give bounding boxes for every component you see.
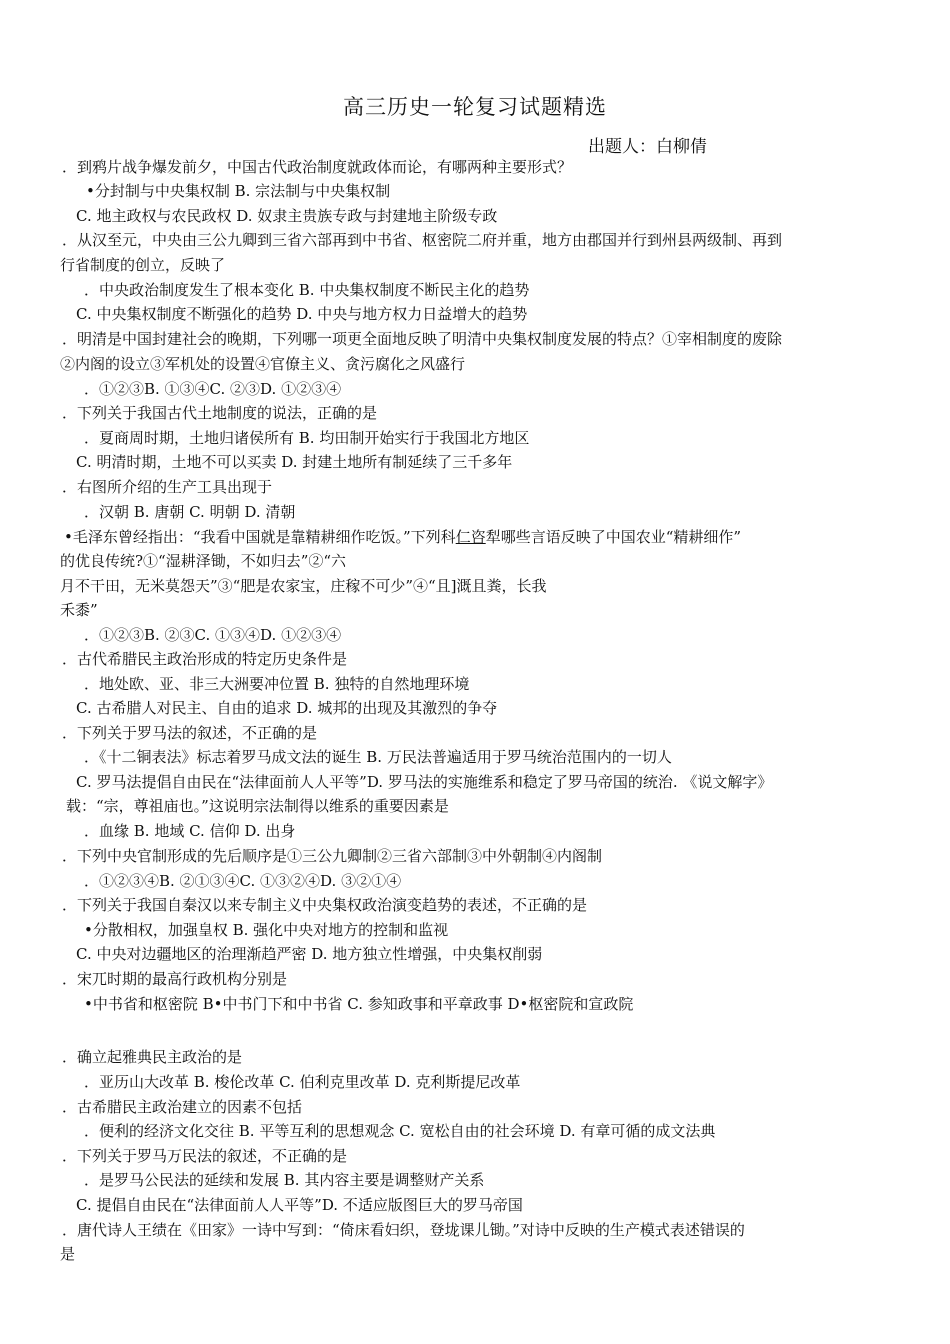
option-line: •中书省和枢密院 B•中书门下和中书省 C. 参知政事和平章政事 D•枢密院和宣政院	[84, 995, 634, 1013]
question-7: ．古代希腊民主政治形成的特定历史条件是	[62, 650, 348, 668]
option-line: ．①②③④B. ②①③④C. ①③②④D. ③②①④	[84, 872, 402, 890]
option-line: C. 明清时期，土地不可以买卖 D. 封建土地所有制延续了三千多年	[76, 453, 513, 471]
option-line: ．便利的经济文化交往 B. 平等互利的思想观念 C. 宽松自由的社会环境 D. 有章可循的成文法典	[84, 1122, 716, 1140]
question-6-cont: 禾黍”	[60, 601, 98, 619]
question-16: ．唐代诗人王绩在《田家》一诗中写到：“倚床看妇织，登垅课儿锄。”对诗中反映的生产模式表述错误的	[62, 1221, 745, 1239]
option-line: ．亚历山大改革 B. 梭伦改革 C. 伯利克里改革 D. 克利斯提尼改革	[84, 1073, 521, 1091]
option-line: ．《十二铜表法》标志着罗马成文法的诞生 B. 万民法普遍适用于罗马统治范围内的一切人	[84, 748, 672, 766]
option-line: ．中央政治制度发生了根本变化 B. 中央集权制度不断民主化的趋势	[84, 281, 530, 299]
question-1: ．到鸦片战争爆发前夕，中国古代政治制度就政体而论，有哪两种主要形式？	[62, 158, 573, 176]
option-line: ．夏商周时期，土地归诸侯所有 B. 均田制开始实行于我国北方地区	[84, 429, 530, 447]
question-6-cont: 月不干田，无米莫怨天”③“肥是农家宝，庄稼不可少”④“且]溉且粪，长我	[60, 577, 547, 595]
question-12: ．宋兀时期的最高行政机构分别是	[62, 970, 288, 988]
question-14: ．古希腊民主政治建立的因素不包括	[62, 1098, 303, 1116]
option-line: ．地处欧、亚、非三大洲要冲位置 B. 独特的自然地理环境	[84, 675, 470, 693]
question-2-cont: 行省制度的创立，反映了	[60, 256, 226, 274]
question-11: ．下列关于我国自秦汉以来专制主义中央集权政治演变趋势的表述，不正确的是	[62, 896, 588, 914]
question-4: ．下列关于我国古代土地制度的说法，正确的是	[62, 404, 378, 422]
question-6-part-b: 犁哪些言语反映了中国农业“精耕细作”	[485, 528, 742, 546]
option-line: ．①②③B. ①③④C. ②③D. ①②③④	[84, 380, 342, 398]
option-line: C. 古希腊人对民主、自由的追求 D. 城邦的出现及其激烈的争夺	[76, 699, 498, 717]
option-line: C. 中央集权制度不断强化的趋势 D. 中央与地方权力日益增大的趋势	[76, 305, 528, 323]
option-line: ．血缘 B. 地域 C. 信仰 D. 出身	[84, 822, 296, 840]
option-line: C. 罗马法提倡自由民在“法律面前人人平等”D. 罗马法的实施维系和稳定了罗马帝国的统治. 《说文解字》	[76, 773, 773, 791]
option-line: •分散相权，加强皇权 B. 强化中央对地方的控制和监视	[84, 921, 449, 939]
question-3: ．明清是中国封建社会的晚期，下列哪一项更全面地反映了明清中央集权制度发展的特点？①宰相制度的废除	[62, 330, 783, 348]
question-5: ．右图所介绍的生产工具出现于	[62, 478, 273, 496]
question-13: ．确立起雅典民主政治的是	[62, 1048, 243, 1066]
question-8: ．下列关于罗马法的叙述，不正确的是	[62, 724, 318, 742]
question-6-part-a: •毛泽东曾经指出：“我看中国就是靠精耕细作吃饭。”下列科	[64, 528, 456, 546]
author-line: 出题人：白柳倩	[588, 137, 707, 157]
question-6	[64, 527, 741, 547]
question-9-cont: 载：“宗，尊祖庙也。”这说明宗法制得以维系的重要因素是	[66, 797, 449, 815]
question-10: ．下列中央官制形成的先后顺序是①三公九卿制②三省六部制③中外朝制④内阁制	[62, 847, 603, 865]
option-line: ．是罗马公民法的延续和发展 B. 其内容主要是调整财产关系	[84, 1171, 485, 1189]
option-line: ．①②③B. ②③C. ①③④D. ①②③④	[84, 626, 342, 644]
option-line: C. 地主政权与农民政权 D. 奴隶主贵族专政与封建地主阶级专政	[76, 207, 498, 225]
question-6-cont: 的优良传统?①“湿耕泽锄，不如归去”②“六	[60, 552, 347, 570]
option-line: C. 中央对边疆地区的治理渐趋严密 D. 地方独立性增强，中央集权削弱	[76, 945, 543, 963]
question-2: ．从汉至元，中央由三公九卿到三省六部再到中书省、枢密院二府并重，地方由郡国并行到州县两级制、再到	[62, 231, 783, 249]
question-3-cont: ②内阁的设立③军机处的设置④官僚主义、贪污腐化之风盛行	[60, 355, 466, 373]
question-16-cont: 是	[60, 1245, 76, 1263]
option-line: •分封制与中央集权制 B. 宗法制与中央集权制	[86, 182, 391, 200]
page-title: 高三历史一轮复习试题精选	[343, 95, 607, 119]
underlined-text: 仁咨	[455, 528, 486, 546]
question-15: ．下列关于罗马万民法的叙述，不正确的是	[62, 1147, 348, 1165]
option-line: C. 提倡自由民在“法律面前人人平等”D. 不适应版图巨大的罗马帝国	[76, 1196, 523, 1214]
option-line: ．汉朝 B. 唐朝 C. 明朝 D. 清朝	[84, 503, 296, 521]
